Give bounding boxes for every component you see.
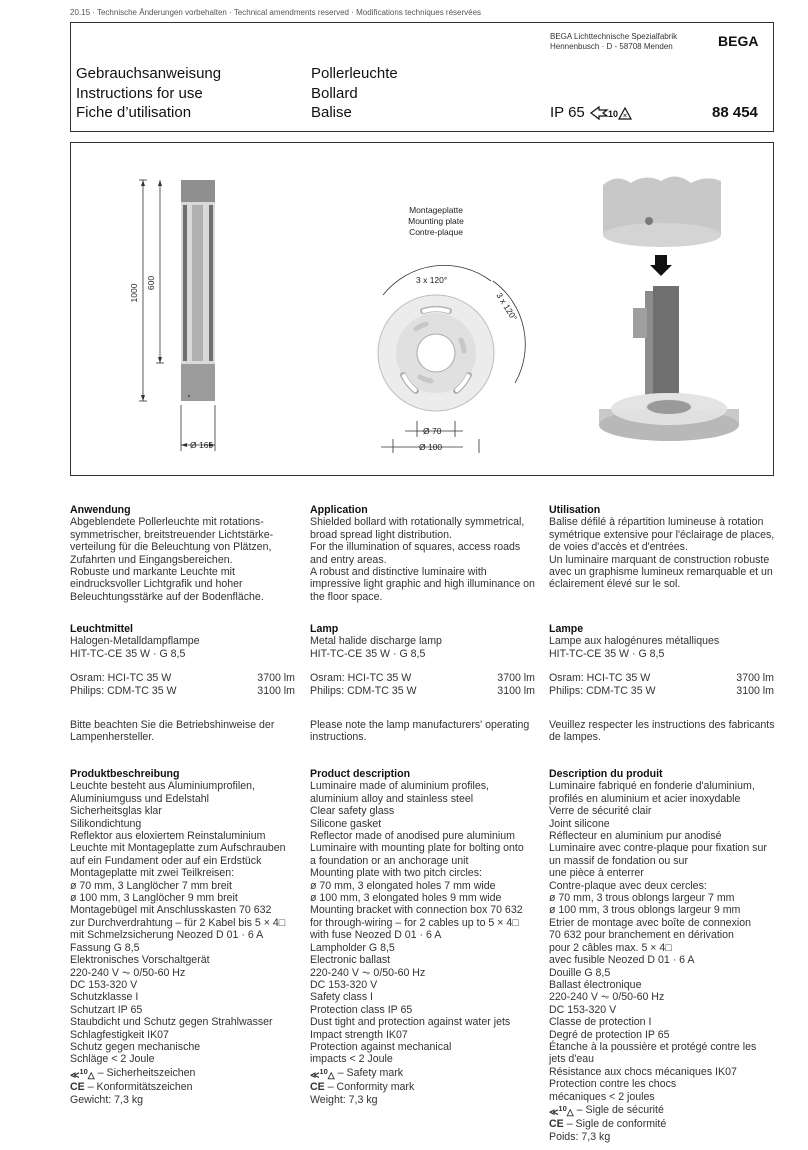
plate-label-fr: Contre-plaque [409,227,463,237]
text-line: Ballast électronique [549,978,642,991]
dimension-total-height [129,180,147,401]
prod-text-en [310,780,535,1065]
text-line: Sicherheitsglas klar [70,805,162,818]
text-line: symmetrischer, breitstreuender Lichtstärke- [70,528,274,541]
doc-type-titles [76,64,221,123]
product-section-fr [549,768,774,1143]
prod-title-en: Product description [310,768,411,780]
angle-label-top: 3 x 120° [416,275,448,285]
note-en [310,719,535,744]
text-line: de lampes. [549,731,601,744]
lamp-text-fr [549,635,774,660]
text-line: Degré de protection IP 65 [549,1028,670,1041]
lamp-section-de [70,623,295,697]
lamp-model: Osram: HCI-TC 35 W [310,672,412,685]
text-line: zur Durchverdrahtung – für 2 Kabel bis 5 × 4□ [70,916,286,929]
text-line: Veuillez respecter les instructions des fabricants [549,719,775,731]
text-line: aluminium alloy and stainless steel [310,792,474,805]
plate-label-group [408,205,464,237]
ce-mark-icon: CE [70,1081,85,1094]
text-line: 220-240 V ⏦ 0/50-60 Hz [310,966,426,979]
lamp-model: Philips: CDM-TC 35 W [310,684,417,697]
text-line: Protection class IP 65 [310,1003,413,1016]
app-title-de: Anwendung [70,504,131,516]
app-text-de [70,516,295,603]
text-line: pour 2 câbles max. 5 × 4□ [549,941,672,954]
app-title-en: Application [310,504,368,516]
mounting-plate-drawing [378,295,494,411]
text-line: Leuchte mit Montageplatte zum Aufschrauben [70,842,286,855]
text-line: for through-wiring – for 2 cables up to 5 × 4□ [310,916,519,929]
dim-diameter-label: Ø 165 [190,440,214,450]
text-line: Please note the lamp manufacturers' operating [310,719,530,731]
article-number: 88 454 [712,104,758,121]
text-line: Metal halide discharge lamp [310,635,442,648]
dim-inner-label: Ø 70 [423,426,442,436]
ce-mark-icon: CE [549,1118,564,1131]
ip-rating-row [550,104,633,121]
text-line: the floor space. [310,590,383,603]
lamp-row [310,672,535,684]
text-line: Schlagfestigkeit IK07 [70,1028,169,1041]
lamp-row [549,672,774,684]
text-line: Bitte beachten Sie die Betriebshinweise der [70,719,275,731]
text-line: éclairement élevé sur le sol. [549,578,681,591]
product-section-de [70,768,295,1106]
text-line: Protection contre les chocs [549,1078,677,1091]
lamp-lumen: 3700 lm [736,672,774,685]
text-line: Montagebügel mit Anschlusskasten 70 632 [70,904,272,917]
text-line: Shielded bollard with rotationally symmetrical, [310,516,525,529]
text-line: DC 153-320 V [310,978,378,991]
text-line: Elektronisches Vorschaltgerät [70,954,210,967]
text-line: 70 632 pour branchement en dérivation [549,929,734,942]
text-line: Silikondichtung [70,817,142,830]
text-line: 220-240 V ⏦ 0/50-60 Hz [549,991,665,1004]
text-line: Abgeblendete Pollerleuchte mit rotations- [70,516,264,529]
text-line: broad spread light distribution. [310,528,452,541]
text-line: Robuste und markante Leuchte mit [70,566,235,579]
text-line: ø 70 mm, 3 trous oblongs largeur 7 mm [549,892,735,905]
lamp-row [549,685,774,697]
text-line: Impact strength IK07 [310,1028,408,1041]
angle-label-side: 3 x 120° [494,290,520,323]
lamp-section-fr [549,623,774,697]
app-text-en [310,516,535,603]
text-line: Schutz gegen mechanische [70,1040,201,1053]
conformity-mark-row-fr: CE – Sigle de conformité [549,1118,667,1131]
lamp-row [70,685,295,697]
bollard-drawing [181,180,215,401]
text-line: Verre de sécurité clair [549,805,652,818]
text-line: Joint silicone [549,817,610,830]
text-line: Luminaire made of aluminium profiles, [310,780,489,793]
lamp-table-en [310,672,535,697]
text-line: Luminaire avec contre-plaque pour fixation sur [549,842,767,855]
text-line: DC 153-320 V [549,1003,617,1016]
text-line: Zufahrten und Eingangsbereichen. [70,553,233,566]
text-line: ø 100 mm, 3 Langlöcher 9 mm breit [70,892,238,905]
lamp-text-en [310,635,535,660]
text-line: Reflektor aus eloxiertem Reinstaluminium [70,830,266,843]
text-line: mécaniques < 2 joules [549,1090,655,1103]
enec-icon: ≪$^{10}$△ [310,1066,335,1080]
text-line: Safety class I [310,991,373,1004]
text-line: Clear safety glass [310,805,395,818]
brand-logo: BEGA [718,33,759,49]
text-line: Schutzart IP 65 [70,1003,143,1016]
text-line: Un luminaire marquant de construction robuste [549,553,770,566]
text-line: un massif de fondation ou sur [549,854,688,867]
text-line: Silicone gasket [310,817,382,830]
lamp-model: Osram: HCI-TC 35 W [549,672,651,685]
installation-drawing [599,176,739,441]
text-line: ø 70 mm, 3 Langlöcher 7 mm breit [70,879,232,892]
conformity-mark-row-en: CE – Conformity mark [310,1081,415,1094]
text-line: une pièce à enterrer [549,867,644,880]
text-line: Dust tight and protection against water jets [310,1016,511,1029]
top-notice: 20.15 · Technische Änderungen vorbehalten · Technical amendments reserved · Modifications techniques réservées [70,8,482,17]
lamp-title-de: Leuchtmittel [70,623,133,635]
text-line: ø 70 mm, 3 elongated holes 7 mm wide [310,879,496,892]
text-line: verteilung für die Beleuchtung von Plätzen, [70,541,272,554]
text-line: symétrique extensive pour l'éclairage de places, [549,528,775,541]
text-line: ø 100 mm, 3 elongated holes 9 mm wide [310,892,502,905]
text-line: impacts < 2 Joule [310,1053,393,1066]
column-fr [549,504,774,591]
product-names [311,64,398,123]
product-name-fr: Balise [311,104,352,121]
app-text-fr [549,516,774,590]
prod-title-de: Produktbeschreibung [70,768,180,780]
lamp-text-de [70,635,295,660]
text-line: impressive light graphic and high illuminance on [310,578,535,591]
safety-mark-row-de: ≪$^{10}$△ – Sicherheitszeichen [70,1066,196,1080]
text-line: DC 153-320 V [70,978,138,991]
text-line: Halogen-Metalldampflampe [70,635,200,648]
product-section-en [310,768,535,1106]
text-line: Classe de protection I [549,1016,652,1029]
text-line: ø 100 mm, 3 trous oblongs largeur 9 mm [549,904,741,917]
text-line: Gewicht: 7,3 kg [70,1093,144,1106]
tail-en [310,1094,535,1106]
text-line: Poids: 7,3 kg [549,1130,611,1143]
plate-label-de: Montageplatte [409,205,463,215]
text-line: auf ein Fundament oder auf ein Erdstück [70,854,262,867]
text-line: Schutzklasse I [70,991,139,1004]
svg-text:✕: ✕ [622,113,628,119]
text-line: instructions. [310,731,367,744]
text-line: Réflecteur en aluminium pur anodisé [549,830,722,843]
text-line: A robust and distinctive luminaire with [310,566,487,579]
note-de [70,719,295,744]
prod-text-fr [549,780,774,1103]
text-line: Schläge < 2 Joule [70,1053,155,1066]
lamp-model: Osram: HCI-TC 35 W [70,672,172,685]
enec-safety-mark-icon [589,105,633,121]
text-line: 220-240 V ⏦ 0/50-60 Hz [70,966,186,979]
lamp-title-en: Lamp [310,623,339,635]
text-line: de voies d'accès et d'entrées. [549,541,688,554]
doc-type-en: Instructions for use [76,84,203,102]
technical-drawing [71,143,775,477]
ce-mark-icon: CE [310,1081,325,1094]
plate-label-en: Mounting plate [408,216,464,226]
text-line: Protection against mechanical [310,1040,452,1053]
lamp-section-en [310,623,535,697]
text-line: Electronic ballast [310,954,391,967]
company-address [550,32,677,52]
company-line-2: Hennenbusch · D - 58708 Menden [550,42,673,51]
product-name-en: Bollard [311,84,358,102]
text-line: avec un graphisme lumineux remarquable et un [549,566,773,579]
text-line: profilés en aluminium et acier inoxydable [549,792,741,805]
text-line: Lampholder G 8,5 [310,941,395,954]
note-fr [549,719,774,744]
company-line-1: BEGA Lichttechnische Spezialfabrik [550,32,678,41]
enec-icon: ≪$^{10}$△ [549,1103,574,1117]
prod-title-fr: Description du produit [549,768,663,780]
lamp-lumen: 3100 lm [736,684,774,697]
text-line: Douille G 8,5 [549,966,611,979]
text-line: Reflector made of anodised pure aluminium [310,830,515,843]
text-line: HIT-TC-CE 35 W · G 8,5 [70,647,186,660]
text-line: jets d'eau [549,1053,595,1066]
text-line: and entry areas. [310,553,387,566]
lamp-model: Philips: CDM-TC 35 W [70,684,177,697]
plate-diameter-dimensions [381,421,479,453]
text-line: Étanche à la poussière et protégé contre les [549,1040,757,1053]
lamp-lumen: 3700 lm [497,672,535,685]
safety-mark-row-fr: ≪$^{10}$△ – Sigle de sécurité [549,1103,664,1117]
dim-outer-label: Ø 100 [419,442,443,452]
conformity-mark-row-de: CE – Konformitätszeichen [70,1081,193,1094]
ip-rating: IP 65 [550,104,585,121]
column-de [70,504,295,603]
enec-icon: ≪$^{10}$△ [70,1066,95,1080]
text-line: Aluminiumguss und Edelstahl [70,792,209,805]
lamp-row [70,672,295,684]
doc-type-de: Gebrauchsanweisung [76,65,222,82]
tail-fr [549,1131,774,1143]
text-line: Lampenhersteller. [70,731,155,744]
app-title-fr: Utilisation [549,504,601,516]
text-line: mit Schmelzsicherung Neozed D 01 · 6 A [70,929,264,942]
column-en [310,504,535,603]
figure-box [70,142,774,476]
doc-type-fr: Fiche d’utilisation [76,104,192,121]
prod-text-de [70,780,295,1065]
dimension-light-height [146,180,164,363]
text-line: HIT-TC-CE 35 W · G 8,5 [549,647,665,660]
enec-number: 10 [607,108,618,119]
text-line: Montageplatte mit zwei Teilkreisen: [70,867,235,880]
product-name-de: Pollerleuchte [311,65,398,82]
text-line: Contre-plaque avec deux cercles: [549,879,707,892]
text-line: Weight: 7,3 kg [310,1093,378,1106]
lamp-lumen: 3100 lm [497,684,535,697]
tail-de [70,1094,295,1106]
dim-total-label: 1000 [129,283,139,303]
text-line: Fassung G 8,5 [70,941,140,954]
safety-mark-row-en: ≪$^{10}$△ – Safety mark [310,1066,404,1080]
text-line: Lampe aux halogénures métalliques [549,635,720,648]
text-line: Balise défilé à répartition lumineuse à rotation [549,516,764,529]
text-line: Leuchte besteht aus Aluminiumprofilen, [70,780,255,793]
lamp-title-fr: Lampe [549,623,584,635]
text-line: Luminaire with mounting plate for bolting onto [310,842,524,855]
text-line: a foundation or an anchorage unit [310,854,469,867]
dim-light-label: 600 [146,275,156,291]
text-line: Luminaire fabriqué en fonderie d'aluminium, [549,780,755,793]
text-line: HIT-TC-CE 35 W · G 8,5 [310,647,426,660]
text-line: Mounting plate with two pitch circles: [310,867,482,880]
lamp-model: Philips: CDM-TC 35 W [549,684,656,697]
text-line: Beleuchtungsstärke auf der Bodenfläche. [70,590,264,603]
lamp-table-de [70,672,295,697]
text-line: with fuse Neozed D 01 · 6 A [310,929,442,942]
lamp-lumen: 3100 lm [257,684,295,697]
lamp-lumen: 3700 lm [257,672,295,685]
lamp-table-fr [549,672,774,697]
text-line: avec fusible Neozed D 01 · 6 A [549,954,695,967]
dimension-diameter [181,405,215,451]
text-line: Résistance aux chocs mécaniques IK07 [549,1065,737,1078]
text-line: Etrier de montage avec boîte de connexion [549,916,752,929]
text-line: Mounting bracket with connection box 70 632 [310,904,523,917]
lamp-row [310,685,535,697]
text-line: Staubdicht und Schutz gegen Strahlwasser [70,1016,273,1029]
text-line: eindrucksvoller Lichtgrafik und hoher [70,578,243,591]
text-line: For the illumination of squares, access roads [310,541,521,554]
